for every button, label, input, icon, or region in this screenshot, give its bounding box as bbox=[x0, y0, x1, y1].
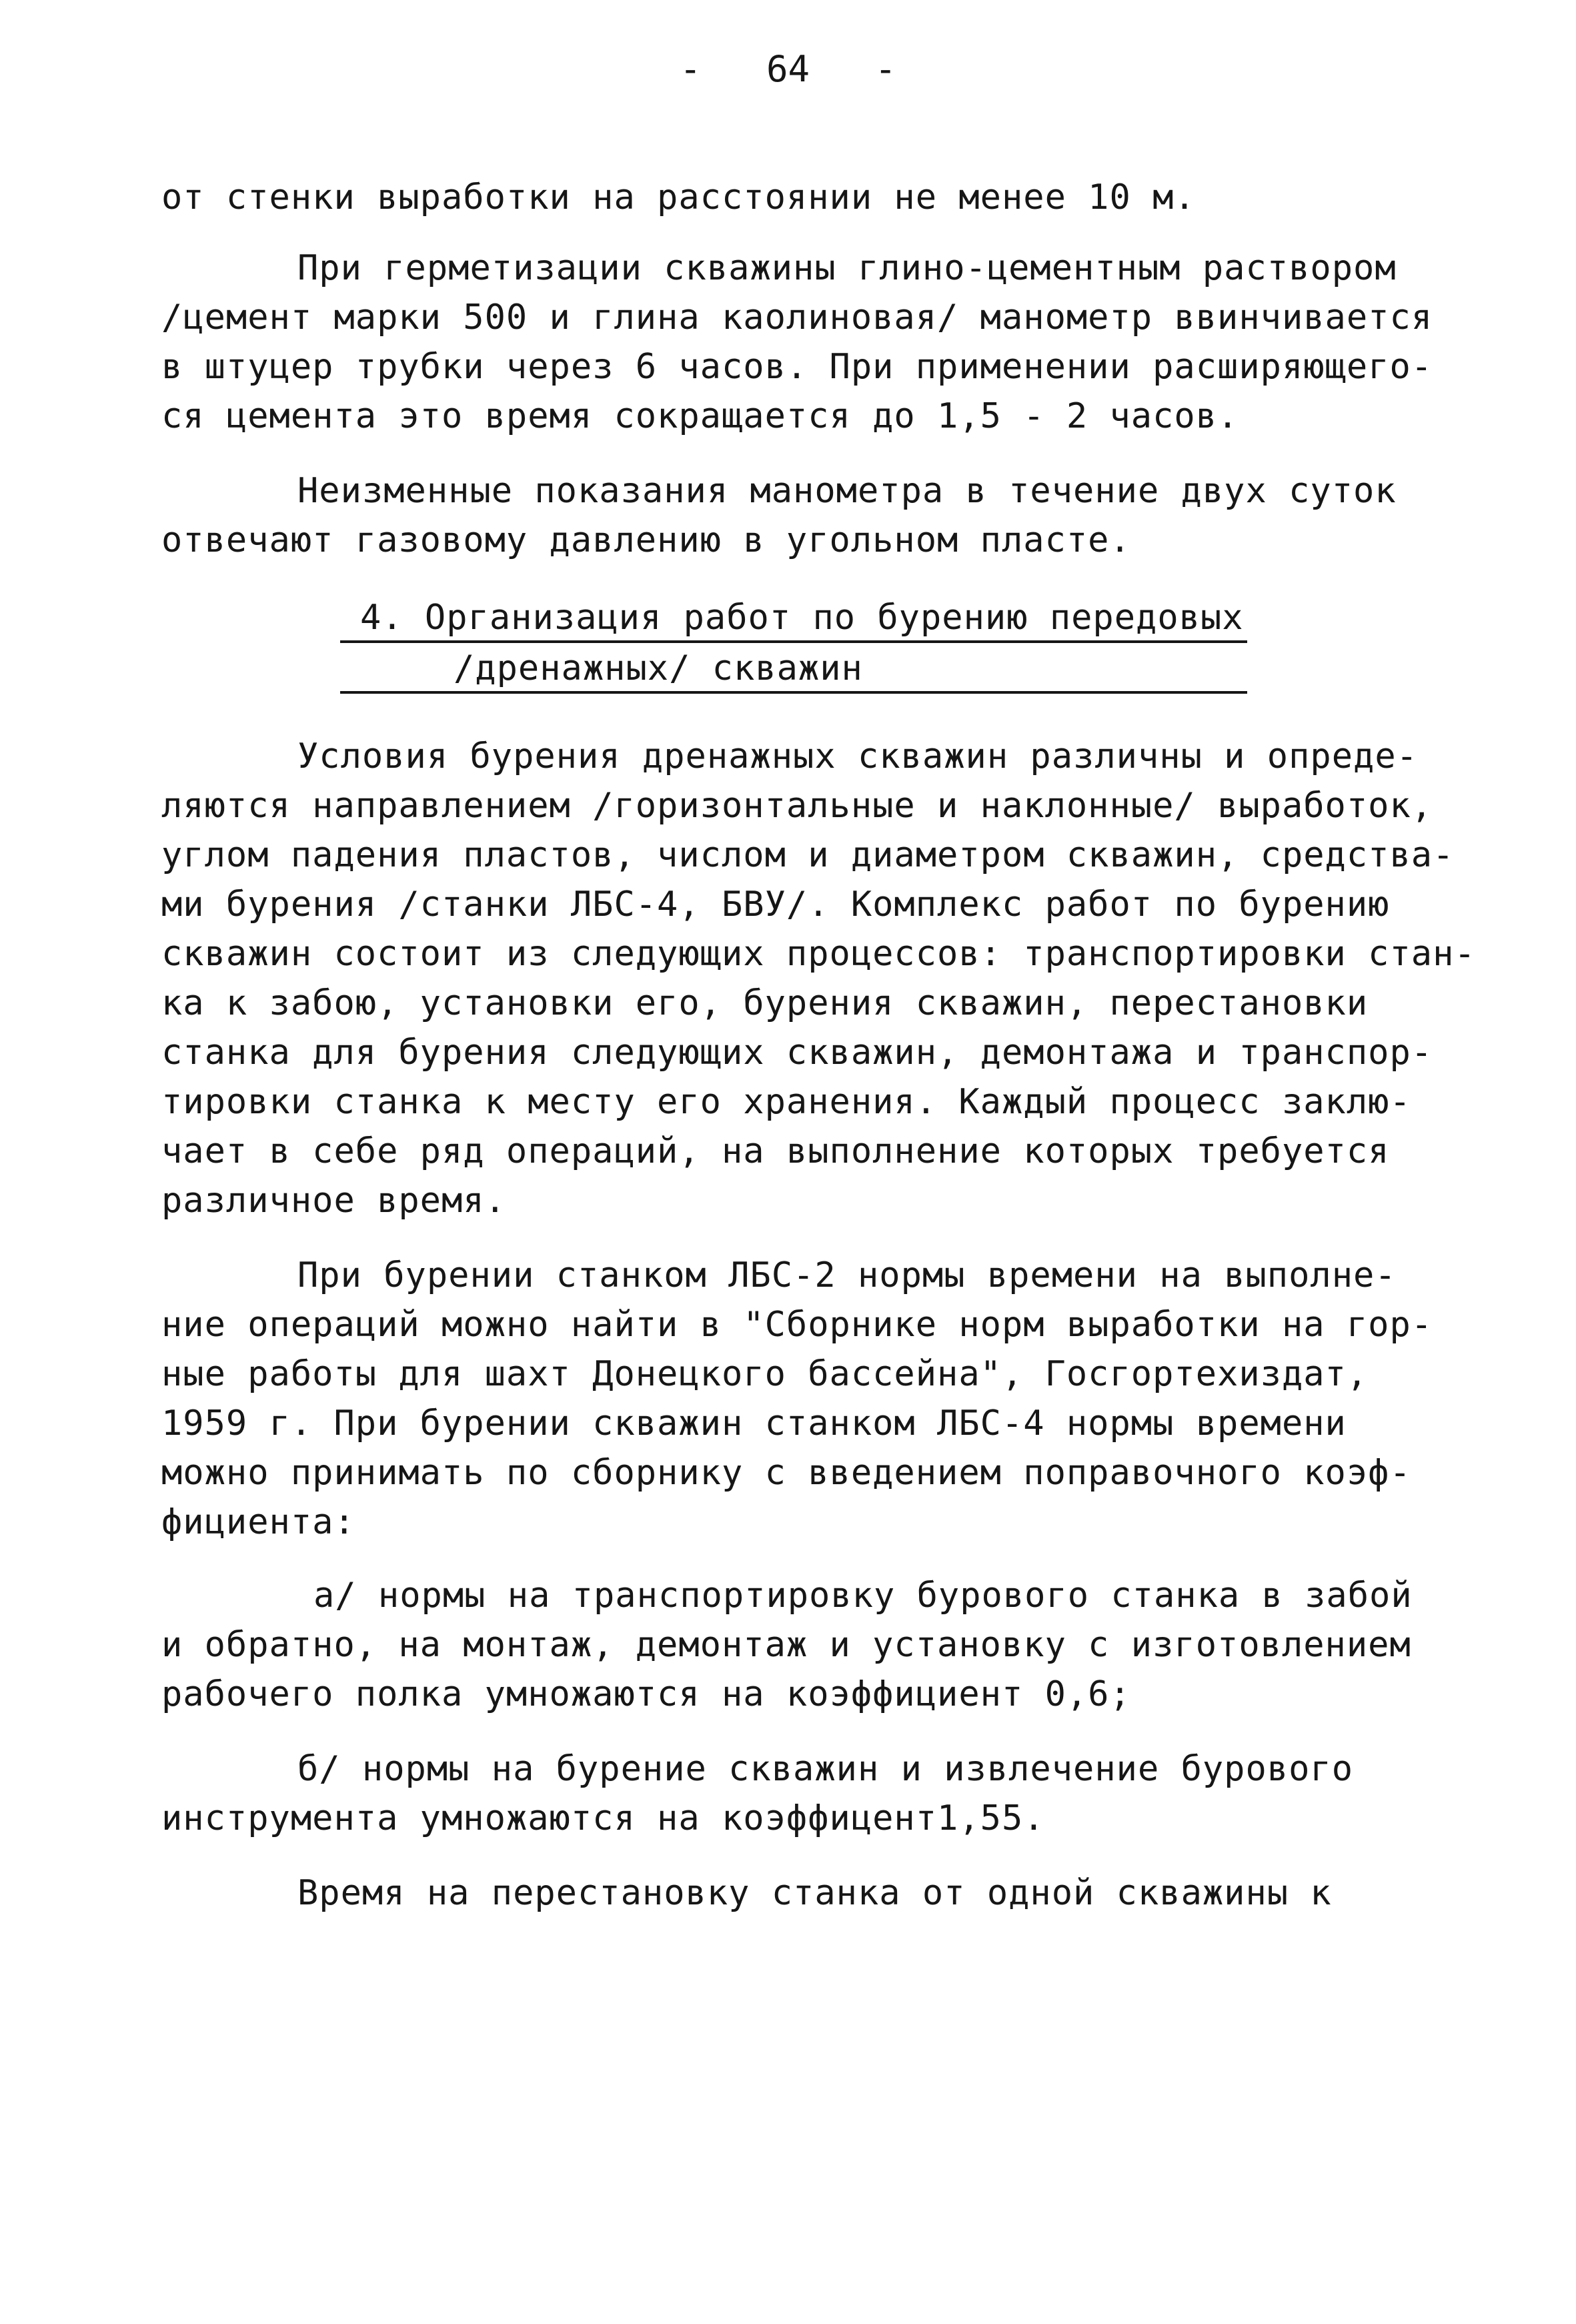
paragraph-line: Время на перестановку станка от одной скважины к bbox=[297, 1873, 1332, 1913]
paragraph-line: Условия бурения дренажных скважин различны и опреде- bbox=[297, 736, 1418, 776]
section-heading-line-2: /дренажных/ скважин bbox=[454, 648, 863, 688]
list-item-line: б/ нормы на бурение скважин и извлечение бурового bbox=[297, 1749, 1354, 1789]
paragraph-line: При бурении станком ЛБС-2 нормы времени на выполне- bbox=[297, 1255, 1397, 1295]
paragraph-line: ка к забою, установки его, бурения скважин, перестановки bbox=[161, 983, 1369, 1023]
paragraph-line: ляются направлением /горизонтальные и наклонные/ выработок, bbox=[161, 786, 1433, 826]
list-item-line: а/ нормы на транспортировку бурового станка в забой bbox=[313, 1576, 1413, 1616]
list-item-line: и обратно, на монтаж, демонтаж и установку с изготовлением bbox=[161, 1625, 1411, 1665]
paragraph-line: в штуцер трубки через 6 часов. При применении расширяющего- bbox=[161, 347, 1433, 387]
list-item-line: инструмента умножаются на коэффицент1,55. bbox=[161, 1798, 1045, 1838]
heading-underline-2 bbox=[340, 691, 1247, 694]
paragraph-line: Неизменные показания манометра в течение двух суток bbox=[297, 471, 1397, 511]
page-number: - 64 - bbox=[679, 48, 897, 90]
paragraph-line: станка для бурения следующих скважин, демонтажа и транспор- bbox=[161, 1033, 1433, 1073]
section-heading-line-1: 4. Организация работ по бурению передовых bbox=[360, 598, 1244, 638]
paragraph-line: /цемент марки 500 и глина каолиновая/ манометр ввинчивается bbox=[161, 298, 1433, 338]
paragraph-line: ся цемента это время сокращается до 1,5 - 2 часов. bbox=[161, 396, 1239, 436]
paragraph-line: отвечают газовому давлению в угольном пласте. bbox=[161, 520, 1131, 560]
paragraph-line: чает в себе ряд операций, на выполнение которых требуется bbox=[161, 1131, 1390, 1171]
paragraph-line: тировки станка к месту его хранения. Каждый процесс заклю- bbox=[161, 1082, 1411, 1122]
paragraph-line: 1959 г. При бурении скважин станком ЛБС-4 нормы времени bbox=[161, 1403, 1347, 1443]
paragraph-line: фициента: bbox=[161, 1502, 355, 1542]
paragraph-line: от стенки выработки на расстоянии не менее 10 м. bbox=[161, 177, 1196, 217]
paragraph-line: ми бурения /станки ЛБС-4, БВУ/. Комплекс работ по бурению bbox=[161, 885, 1390, 925]
paragraph-line: скважин состоит из следующих процессов: транспортировки стан- bbox=[161, 934, 1476, 974]
paragraph-line: различное время. bbox=[161, 1181, 506, 1221]
list-item-line: рабочего полка умножаются на коэффициент 0,6; bbox=[161, 1674, 1131, 1714]
paragraph-line: можно принимать по сборнику с введением поправочного коэф- bbox=[161, 1453, 1411, 1493]
heading-underline-1 bbox=[340, 640, 1247, 643]
paragraph-line: При герметизации скважины глино-цементным раствором bbox=[297, 248, 1397, 288]
paragraph-line: ние операций можно найти в "Сборнике норм выработки на гор- bbox=[161, 1305, 1433, 1345]
paragraph-line: углом падения пластов, числом и диаметром скважин, средства- bbox=[161, 835, 1455, 875]
paragraph-line: ные работы для шахт Донецкого бассейна", Госгортехиздат, bbox=[161, 1354, 1369, 1394]
